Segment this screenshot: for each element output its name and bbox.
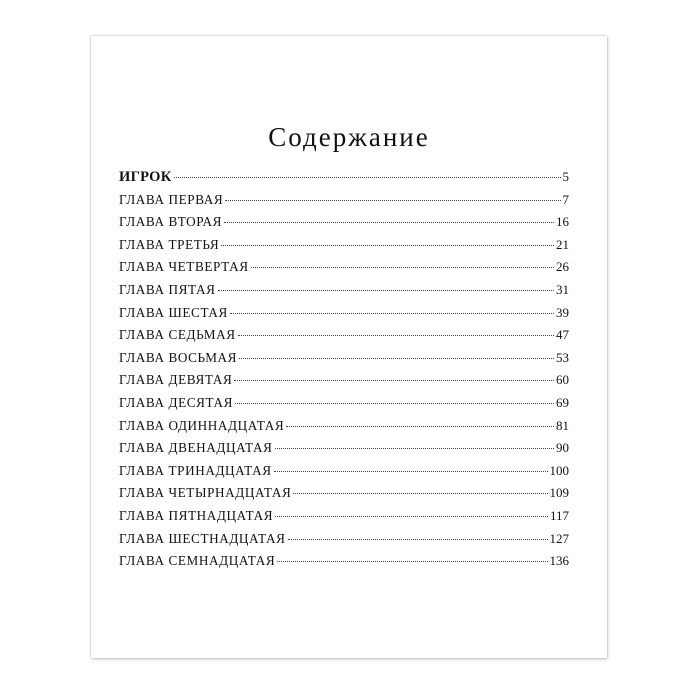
toc-entry[interactable]	[119, 189, 569, 212]
toc-entry[interactable]	[119, 234, 569, 257]
toc-entry-label: ГЛАВА ВОСЬМАЯ	[119, 349, 238, 365]
toc-entry-page: 53	[556, 349, 569, 365]
dot-leader	[288, 539, 548, 540]
toc-entry-page: 16	[556, 214, 569, 230]
toc-entry-page: 81	[556, 417, 569, 433]
toc-entry[interactable]	[119, 550, 569, 573]
toc-entry-label: ГЛАВА ТРИНАДЦАТАЯ	[119, 462, 272, 478]
toc-entry-page: 117	[549, 507, 569, 523]
dot-leader	[221, 245, 554, 246]
dot-leader	[251, 267, 554, 268]
toc-entry-label: ГЛАВА СЕМНАДЦАТАЯ	[119, 553, 276, 569]
toc-entry-page: 136	[549, 553, 569, 569]
dot-leader	[293, 493, 547, 494]
dot-leader	[238, 335, 554, 336]
page-title: Содержание	[268, 122, 430, 153]
toc-entry[interactable]	[119, 415, 569, 438]
toc-entry[interactable]	[119, 505, 569, 528]
dot-leader	[286, 426, 554, 427]
toc-entry-label: ГЛАВА ПЕРВАЯ	[119, 191, 224, 207]
toc-entry[interactable]	[119, 392, 569, 415]
toc-entry-page: 31	[556, 281, 569, 297]
toc-entry-label: ГЛАВА ОДИННАДЦАТАЯ	[119, 417, 285, 433]
toc-entry-page: 69	[556, 394, 569, 410]
toc-entry-label: ГЛАВА ДВЕНАДЦАТАЯ	[119, 440, 273, 456]
toc-entry[interactable]	[119, 211, 569, 234]
toc-entry-label: ГЛАВА ДЕВЯТАЯ	[119, 372, 233, 388]
toc-entry[interactable]	[119, 437, 569, 460]
toc-entry[interactable]	[119, 302, 569, 325]
toc-entry-page: 26	[556, 259, 569, 275]
toc-entry-label: ГЛАВА ПЯТНАДЦАТАЯ	[119, 507, 274, 523]
dot-leader	[225, 200, 560, 201]
toc-entry-label: ГЛАВА ВТОРАЯ	[119, 214, 223, 230]
toc-entry-page: 5	[562, 169, 569, 184]
dot-leader	[274, 471, 548, 472]
toc-entry-page: 100	[549, 462, 569, 478]
dot-leader	[234, 380, 554, 381]
dot-leader	[224, 222, 554, 223]
toc-entry-label: ГЛАВА ПЯТАЯ	[119, 281, 216, 297]
toc-entry-page: 39	[556, 304, 569, 320]
toc-entry[interactable]	[119, 256, 569, 279]
toc-entry[interactable]	[119, 279, 569, 302]
toc-entry[interactable]	[119, 460, 569, 483]
toc-entry-label: ГЛАВА ШЕСТНАДЦАТАЯ	[119, 530, 286, 546]
dot-leader	[275, 516, 548, 517]
toc-entry[interactable]	[119, 324, 569, 347]
toc-entry[interactable]	[119, 369, 569, 392]
toc-entry-page: 21	[556, 236, 569, 252]
toc-entry-label: ИГРОК	[119, 169, 172, 185]
toc-entry-page: 47	[556, 327, 569, 343]
toc-entry-page: 60	[556, 372, 569, 388]
table-of-contents	[119, 166, 569, 573]
dot-leader	[277, 561, 547, 562]
book-page	[91, 36, 607, 658]
dot-leader	[275, 448, 554, 449]
toc-entry-page: 109	[549, 485, 569, 501]
dot-leader	[174, 177, 561, 178]
toc-entry-label: ГЛАВА ШЕСТАЯ	[119, 304, 228, 320]
toc-entry[interactable]	[119, 166, 569, 189]
toc-entry-label: ГЛАВА ДЕСЯТАЯ	[119, 394, 234, 410]
dot-leader	[218, 290, 554, 291]
toc-entry-page: 127	[549, 530, 569, 546]
toc-entry[interactable]	[119, 482, 569, 505]
dot-leader	[230, 313, 554, 314]
toc-entry-page: 7	[562, 191, 569, 207]
dot-leader	[235, 403, 554, 404]
toc-entry[interactable]	[119, 528, 569, 551]
toc-entry-page: 90	[556, 440, 569, 456]
toc-entry[interactable]	[119, 347, 569, 370]
toc-entry-label: ГЛАВА СЕДЬМАЯ	[119, 327, 236, 343]
toc-entry-label: ГЛАВА ЧЕТВЕРТАЯ	[119, 259, 249, 275]
dot-leader	[239, 358, 554, 359]
toc-entry-label: ГЛАВА ЧЕТЫРНАДЦАТАЯ	[119, 485, 292, 501]
toc-entry-label: ГЛАВА ТРЕТЬЯ	[119, 236, 220, 252]
